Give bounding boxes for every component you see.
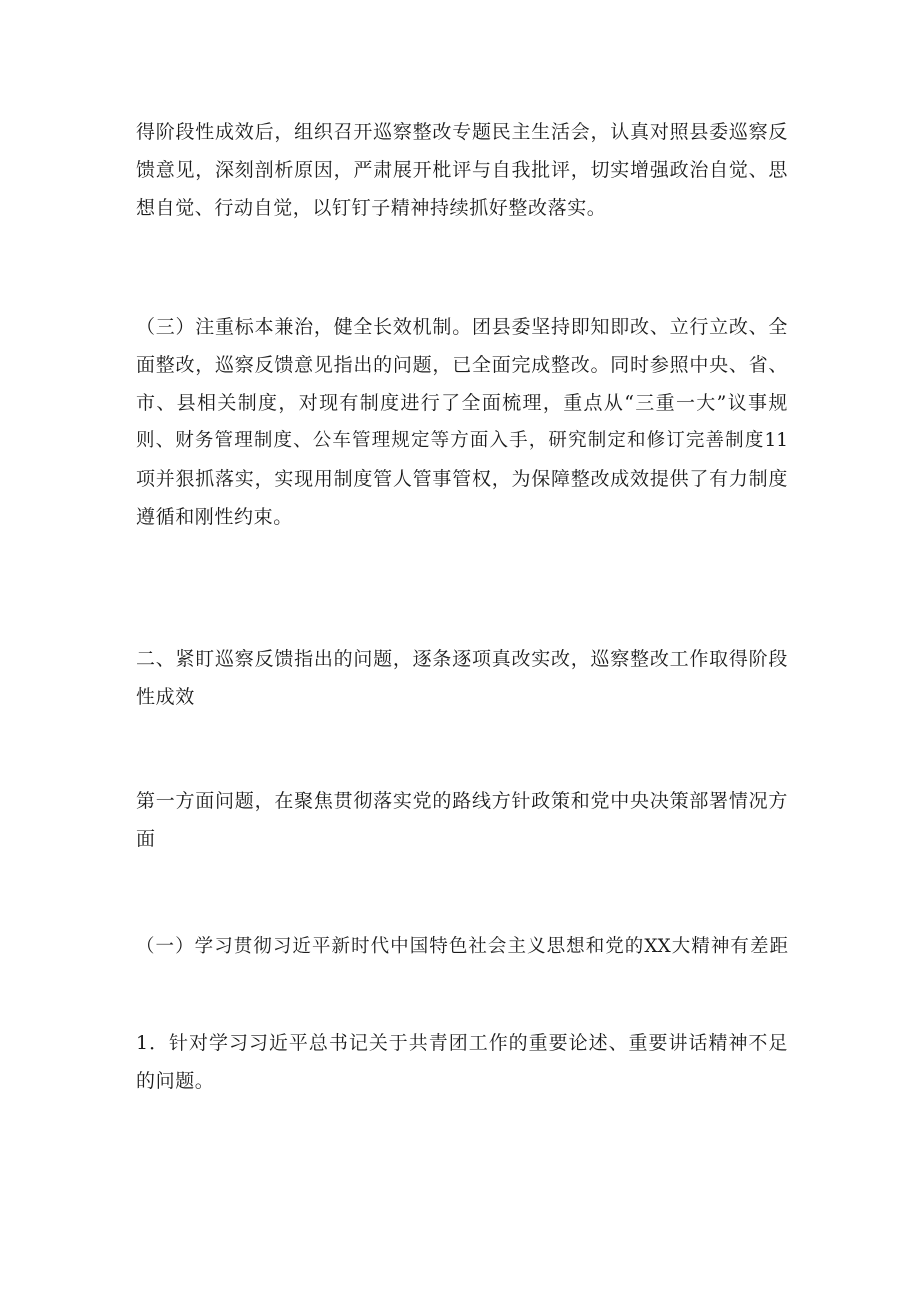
text-line: 二、紧盯巡察反馈指出的问题，逐条逐项真改实改，巡察整改工作取得阶段	[136, 648, 788, 670]
item-one	[136, 1024, 788, 1100]
text-line: 想自觉、行动自觉，以钉钉子精神持续抓好整改落实。	[136, 197, 607, 219]
text-line: 市、县相关制度，对现有制度进行了全面梳理，重点从“三重一大”议事规	[136, 392, 788, 414]
text-line: 面整改，巡察反馈意见指出的问题，已全面完成整改。同时参照中央、省、	[136, 354, 788, 376]
text-line: 性成效	[136, 686, 195, 708]
heading-section-two	[136, 640, 788, 716]
paragraph-section-three	[136, 308, 788, 536]
text-line: （一）学习贯彻习近平新时代中国特色社会主义思想和党的XX大精神有差距	[136, 936, 788, 957]
text-line: 得阶段性成效后，组织召开巡察整改专题民主生活会，认真对照县委巡察反	[136, 121, 788, 143]
text-line: 项并狠抓落实，实现用制度管人管事管权，为保障整改成效提供了有力制度	[136, 468, 788, 490]
text-line: （三）注重标本兼治，健全长效机制。团县委坚持即知即改、立行立改、全	[136, 316, 788, 338]
paragraph-first-aspect	[136, 782, 788, 858]
text-line: 第一方面问题，在聚焦贯彻落实党的路线方针政策和党中央决策部署情况方	[136, 790, 788, 812]
text-line: 面	[136, 828, 156, 850]
text-line: 馈意见，深刻剖析原因，严肃展开枇评与自我批评，切实增强政治自觉、思	[136, 159, 788, 181]
text-line: 则、财务管理制度、公车管理规定等方面入手，研究制定和修订完善制度11	[136, 430, 788, 451]
paragraph-intro-continuation	[136, 113, 788, 227]
text-line: 遵循和刚性约束。	[136, 506, 293, 528]
subheading-one	[136, 928, 788, 966]
text-line: 的问题。	[136, 1070, 215, 1092]
text-line: 1．针对学习习近平总书记关于共青团工作的重要论述、重要讲话精神不足	[136, 1032, 788, 1054]
